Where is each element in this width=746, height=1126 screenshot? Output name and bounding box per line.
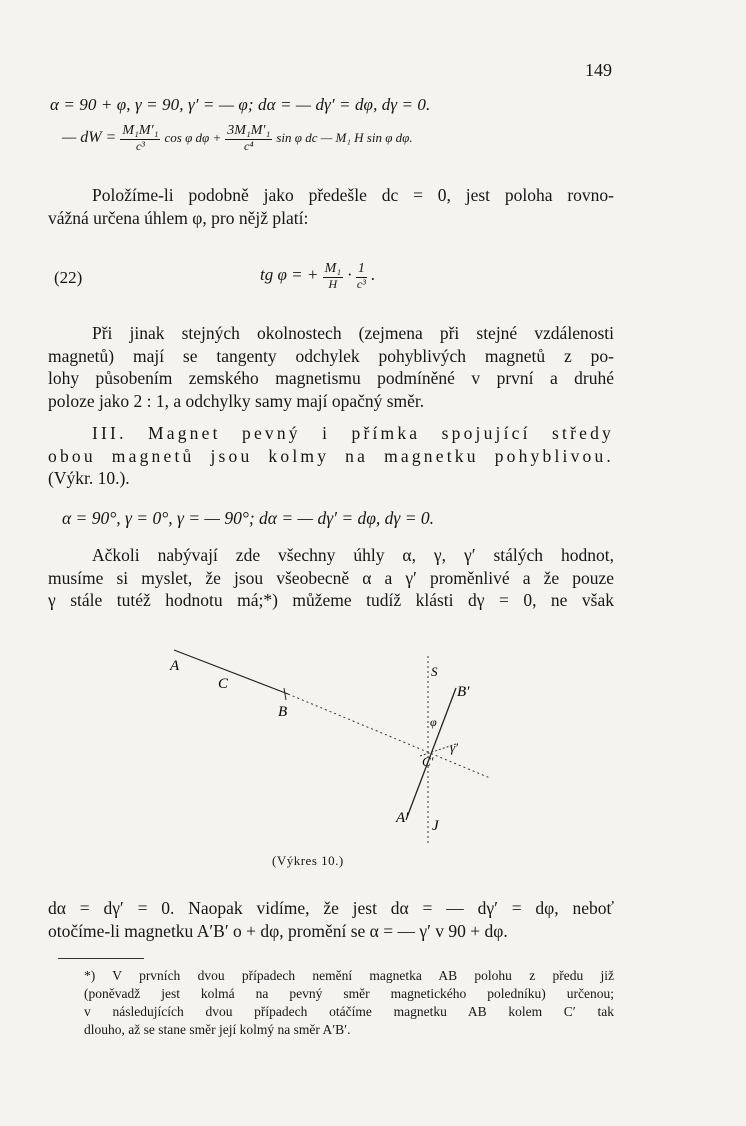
label-gamma-prime: γ′: [450, 740, 458, 755]
eq22-fraction-1: [323, 262, 344, 290]
connecting-dotted-line: [288, 694, 490, 778]
eq2-frac1-denominator: c³: [135, 138, 145, 153]
equation-work-differential: [62, 124, 413, 152]
label-c: C: [218, 676, 229, 692]
tick-b: [284, 688, 286, 700]
label-a: A: [170, 658, 180, 674]
equation-angles-case-3: α = 90°, γ = 0°, γ = — 90°; dα = — dγ′ = dφ, dγ = 0.: [62, 508, 435, 528]
footnote-rule: [58, 958, 144, 959]
equation-22: [260, 262, 375, 290]
footnote: [84, 967, 614, 1039]
paragraph-tangents: [48, 322, 614, 412]
label-j: J: [432, 818, 439, 834]
footnote-line: *) V prvních dvou případech nemění magnetka AB polohu z předu již: [84, 968, 614, 983]
figure-diagram-10: [160, 632, 500, 852]
eq2-frac1-numerator: M₁M′₁: [122, 123, 159, 138]
figure-caption: (Výkres 10.): [272, 853, 344, 868]
page-number: 149: [585, 60, 612, 80]
paragraph-line: Ačkoli nabývají zde všechny úhly α, γ, γ′ stálých hodnot,: [92, 545, 614, 565]
equation-angles-case-2: α = 90 + φ, γ = 90, γ′ = — φ; dα = — dγ′ = dφ, dγ = 0.: [50, 95, 431, 114]
eq2-frac2-denominator: c⁴: [244, 138, 254, 153]
paragraph-rotation: [48, 897, 614, 942]
footnote-line: v následujících dvou případech otáčíme magnetku AB kolem C′ tak: [84, 1004, 614, 1019]
paragraph-line: otočíme-li magnetku A′B′ o + dφ, promění se α = — γ′ v 90 + dφ.: [48, 920, 508, 941]
eq22-frac2-denominator: c³: [356, 276, 366, 291]
paragraph-line: obou magnetů jsou kolmy na magnetku pohyblivou.: [48, 445, 614, 466]
section-iii-statement: [48, 422, 614, 490]
footnote-line: dlouho, až se stane směr její kolmý na směr A′B′.: [84, 1022, 351, 1037]
label-s: S: [431, 664, 438, 679]
paragraph-line: dα = dγ′ = 0. Naopak vidíme, že jest dα = — dγ′ = dφ, neboť: [48, 898, 614, 918]
paragraph-line: lohy působením zemského magnetismu podmíněné v první a druhé: [48, 368, 614, 388]
paragraph-line: III. Magnet pevný i přímka spojující středy: [92, 423, 614, 443]
label-c-prime: C′: [422, 754, 434, 769]
paragraph-line: γ stále tutéž hodnotu má;*) můžeme tudíž klásti dγ = 0, ne však: [48, 590, 614, 610]
label-b-prime: B′: [457, 684, 470, 700]
paragraph-line: Při jinak stejných okolnostech (zejmena při stejné vzdálenosti: [92, 323, 614, 343]
eq22-end: .: [371, 265, 376, 285]
paragraph-line: musíme si myslet, že jsou všeobecně α a γ′ proměnlivé a že pouze: [48, 567, 614, 588]
eq2-left: — dW =: [62, 128, 117, 146]
magnet-ab-line: [174, 650, 288, 694]
eq22-frac2-numerator: 1: [357, 261, 365, 276]
label-phi: φ: [430, 715, 437, 729]
eq22-frac1-denominator: H: [328, 276, 338, 291]
label-b: B: [278, 704, 288, 720]
label-a-prime: A′: [396, 810, 409, 826]
paragraph-line: poloze jako 2 : 1, a odchylky samy mají opačný směr.: [48, 390, 425, 411]
paragraph-line: (Výkr. 10.).: [48, 468, 130, 488]
paragraph-equilibrium: [48, 184, 614, 229]
eq2-frac2-numerator: 3M₁M′₁: [227, 123, 271, 138]
footnote-line: (poněvadž jest kolmá na pevný směr magnetického poledníku) určenou;: [84, 986, 614, 1001]
paragraph-line: Položíme-li podobně jako předešle dc = 0, jest poloha rovno-: [92, 185, 614, 205]
paragraph-line: magnetů) mají se tangenty odchylek pohyblivých magnetů z po-: [48, 345, 614, 366]
eq2-right: sin φ dc — M₁ H sin φ dφ.: [276, 129, 413, 145]
eq2-middle: cos φ dφ +: [164, 129, 222, 145]
paragraph-constant-angles: [48, 544, 614, 612]
equation-22-label: (22): [54, 268, 83, 287]
eq22-frac1-numerator: M₁: [324, 261, 342, 276]
eq2-fraction-1: [120, 124, 160, 152]
eq22-fraction-2: [356, 262, 367, 290]
paragraph-line: vážná určena úhlem φ, pro nějž platí:: [48, 207, 309, 228]
eq22-left: tg φ = +: [260, 265, 319, 285]
eq22-dot: ·: [347, 265, 352, 285]
eq2-fraction-2: [225, 124, 272, 152]
